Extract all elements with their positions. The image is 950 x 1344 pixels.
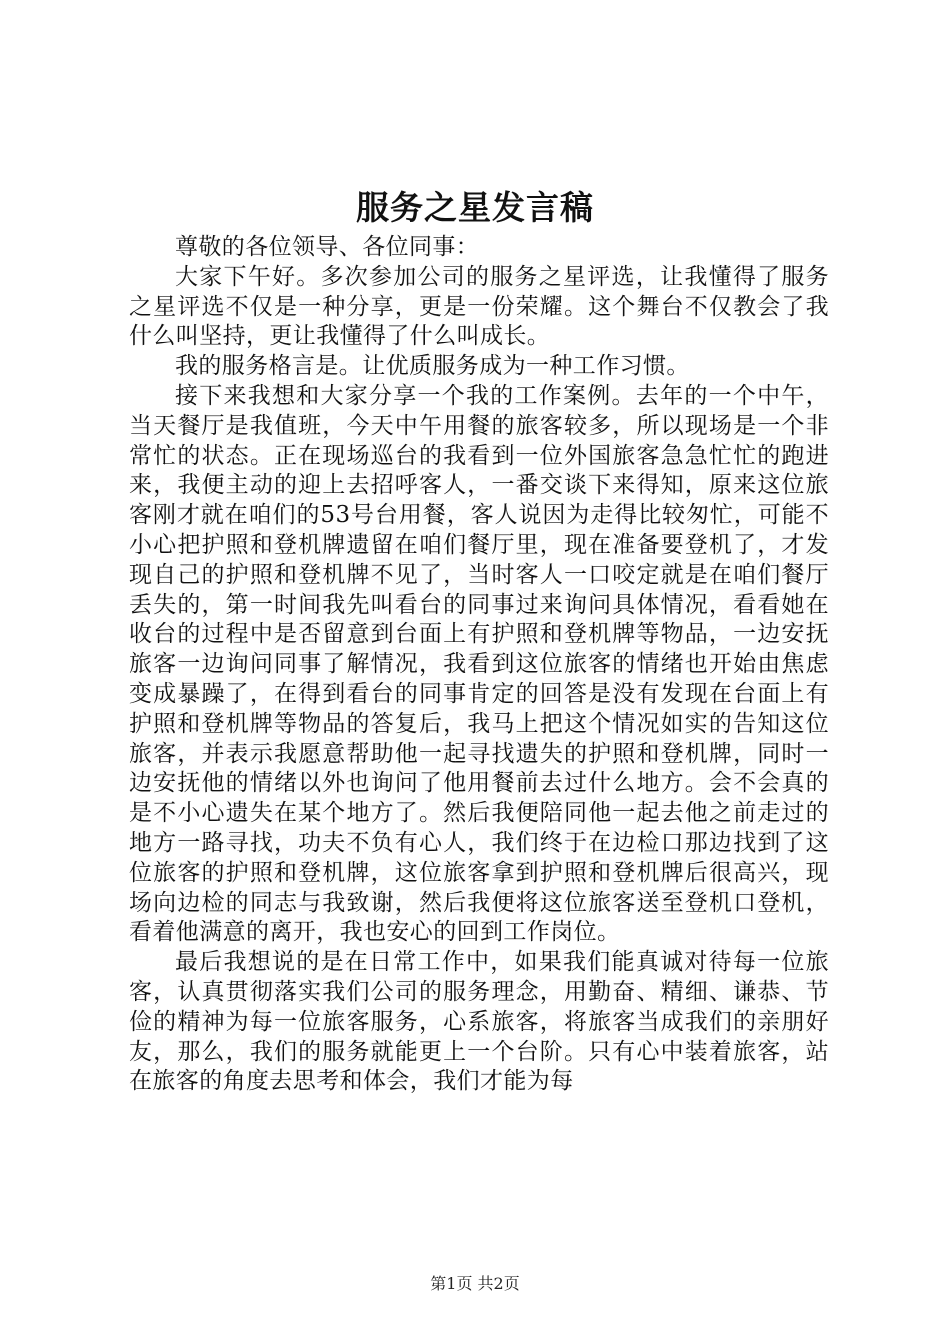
body-paragraph: 我的服务格言是。让优质服务成为一种工作习惯。 [175, 353, 690, 380]
body-paragraph: 大家下午好。多次参加公司的服务之星评选，让我懂得了服务之星评选不仅是一种分享，更是一份荣耀。这个舞台不仅教会了我什么叫坚持，更让我懂得了什么叫成长。 [129, 263, 829, 350]
page-footer: 第1页 共2页 [430, 1274, 520, 1293]
document-title: 服务之星发言稿 [356, 188, 594, 227]
salutation-paragraph: 尊敬的各位领导、各位同事： [175, 234, 480, 260]
document-body [129, 233, 829, 1097]
body-paragraph: 最后我想说的是在日常工作中，如果我们能真诚对待每一位旅客，认真贯彻落实我们公司的服务理念，用勤奋、精细、谦恭、节俭的精神为每一位旅客服务，心系旅客，将旅客当成我们的亲朋好友，那么，我们的服务就能更上一个台阶。只有心中装着旅客，站在旅客的角度去思考和体会，我们才能为每 [129, 949, 829, 1095]
body-paragraph: 接下来我想和大家分享一个我的工作案例。去年的一个中午，当天餐厅是我值班，今天中午用餐的旅客较多，所以现场是一个非常忙的状态。正在现场巡台的我看到一位外国旅客急急忙忙的跑进来，我便主动的迎上去招呼客人，一番交谈下来得知，原来这位旅客刚才就在咱们的53号台用餐，客人说因为走得比较匆忙，可能不小心把护照和登机牌遗留在咱们餐厅里，现在准备要登机了，才发现自己的护照和登机牌不见了，当时客人一口咬定就是在咱们餐厅丢失的，第一时间我先叫看台的同事过来询问具体情况，看看她在收台的过程中是否留意到台面上有护照和登机牌等物品，一边安抚旅客一边询问同事了解情况，我看到这位旅客的情绪也开始由焦虑变成暴躁了，在得到看台的同事肯定的回答是没有发现在台面上有护照和登机牌等物品的答复后，我马上把这个情况如实的告知这位旅客，并表示我愿意帮助他一起寻找遗失的护照和登机牌，同时一边安抚他的情绪以外也询问了他用餐前去过什么地方。会不会真的是不小心遗失在某个地方了。然后我便陪同他一起去他之前走过的地方一路寻找，功夫不负有心人，我们终于在边检口那边找到了这位旅客的护照和登机牌，这位旅客拿到护照和登机牌后很高兴，现场向边检的同志与我致谢，然后我便将这位旅客送至登机口登机，看着他满意的离开，我也安心的回到工作岗位。 [129, 382, 829, 946]
